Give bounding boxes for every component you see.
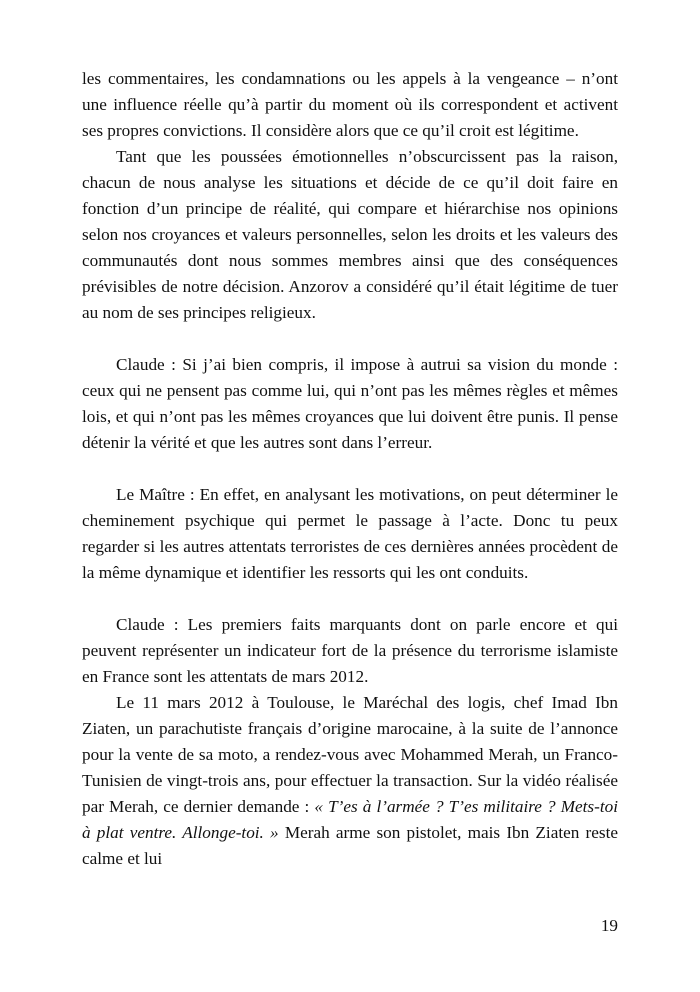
- paragraph-6-end: Merah arme son pistolet, mais Ibn Ziaten reste calme et lui: [82, 823, 618, 868]
- paragraph-2: Tant que les poussées émotionnelles n’obscurcissent pas la raison, chacun de nous analyse les situations et décide de ce qu’il doit faire en fonction d’un principe de réalité, qui compare et hiérarchise nos opinions selon nos croyances et valeurs personnelles, selon les droits et les valeurs des communautés dont nous sommes membres ainsi que des conséquences prévisibles de notre décision. Anzorov a considéré qu’il était légitime de tuer au nom de ses principes religieux.: [82, 147, 618, 322]
- paragraph-4-dialogue-maitre: Le Maître : En effet, en analysant les motivations, on peut déterminer le cheminement psychique qui permet le passage à l’acte. Donc tu peux regarder si les autres attentats terroristes de ces dernières années procèdent de la même dynamique et identifier les ressorts qui les ont conduits.: [82, 485, 618, 582]
- body-text: [82, 66, 618, 872]
- paragraph-6-quote: « T’es à l’armée ? T’es militaire ? Mets-toi à plat ventre. Allonge-toi. »: [82, 797, 618, 842]
- paragraph-5-dialogue-claude: Claude : Les premiers faits marquants dont on parle encore et qui peuvent représenter un indicateur fort de la présence du terrorisme islamiste en France sont les attentats de mars 2012.: [82, 615, 618, 686]
- page-number: 19: [600, 916, 618, 935]
- paragraph-6: [82, 690, 618, 872]
- paragraph-6-start: Le 11 mars 2012 à Toulouse, le Maréchal des logis, chef Imad Ibn Ziaten, un parachutiste français d’origine marocaine, à la suite de l’annonce pour la vente de sa moto, a rendez-vous avec Mohammed Merah, un Franco-Tunisien de vingt-trois ans, pour effectuer la transaction. Sur la vidéo réalisée par Merah, ce dernier demande :: [82, 693, 618, 816]
- paragraph-3-dialogue-claude: Claude : Si j’ai bien compris, il impose à autrui sa vision du monde : ceux qui ne pensent pas comme lui, qui n’ont pas les mêmes règles et mêmes lois, et qui n’ont pas les mêmes croyances que lui doivent être punis. Il pense détenir la vérité et que les autres sont dans l’erreur.: [82, 355, 618, 452]
- paragraph-1: les commentaires, les condamnations ou les appels à la vengeance – n’ont une influence réelle qu’à partir du moment où ils correspondent et activent ses propres convictions. Il considère alors que ce qu’il croit est légitime.: [82, 69, 618, 140]
